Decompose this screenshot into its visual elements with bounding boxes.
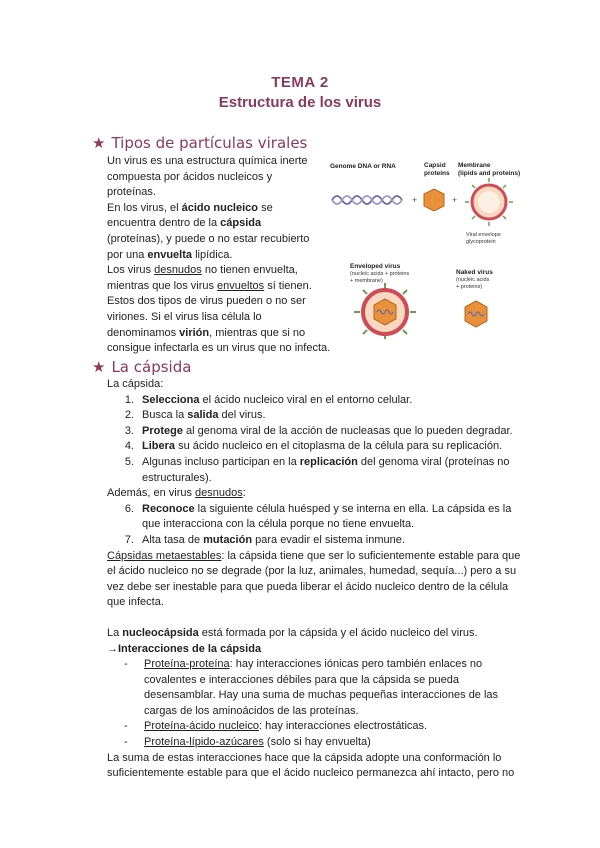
- paragraph-line: [107, 326, 337, 342]
- text-span: del genoma viral (proteínas no: [357, 455, 510, 468]
- list-item-line: [142, 424, 527, 440]
- plus-sign-2: +: [452, 195, 458, 205]
- text-span: La cápsida:: [107, 378, 164, 390]
- text-span: suficientemente estable para que el ácido nucleico permanezca ahí intacto, pero no: [107, 767, 515, 780]
- text-span: En los virus, el: [107, 201, 182, 214]
- metaestables-line: [107, 580, 527, 596]
- figure-label-glyco-1: Viral envelope: [466, 232, 501, 238]
- plus-sign-1: +: [412, 195, 418, 205]
- text-span: Además, en virus: [107, 487, 196, 500]
- list-item: [118, 533, 527, 549]
- text-span: desensamblar. Hay una suma de muchas pequeñas interacciones de las: [144, 689, 499, 702]
- dash-item-line: [144, 688, 527, 704]
- metaestables-line: [107, 595, 527, 611]
- text-span: viriones. Si el virus lisa célula lo: [107, 310, 262, 323]
- page-subtitle: Estructura de los virus: [218, 94, 382, 111]
- enveloped-virus-icon: [354, 283, 416, 339]
- bold-term: →Interacciones de la cápsida: [107, 642, 262, 655]
- text-span: para evadir el sistema inmune.: [252, 533, 405, 546]
- tema-title: TEMA 2: [271, 74, 329, 91]
- text-span: proteínas.: [107, 186, 156, 199]
- dash-item-line: [144, 735, 527, 751]
- text-span: el ácido nucleico viral en el entorno celular.: [199, 393, 413, 406]
- list-number: 4.: [124, 440, 134, 453]
- section1-body: [107, 154, 337, 357]
- text-span: : hay interacciones electrostáticas.: [258, 720, 428, 733]
- dash-item-line: [144, 657, 527, 673]
- dash-bullet: -: [124, 658, 128, 671]
- underlined-term: Proteína-proteína: [144, 658, 230, 671]
- figure-label-membrane-2: (lipids and proteins): [458, 170, 521, 177]
- dash-list-item: [107, 657, 527, 719]
- text-span: la siguiente célula huésped y se interna en ella. La cápsida es la: [194, 502, 512, 515]
- text-span: sí tienen.: [264, 279, 312, 292]
- paragraph-line: [107, 310, 337, 326]
- underlined-term: Proteína-ácido nucleico: [144, 720, 259, 733]
- dna-helix-icon: [332, 196, 402, 204]
- membrane-icon: [465, 178, 513, 226]
- figure-label-membrane-1: Membrane: [458, 162, 491, 169]
- figure-label-naked-2: (nucleic acids: [456, 277, 490, 283]
- bold-term: mutación: [203, 533, 253, 546]
- figure-label-naked-1: Naked virus: [456, 269, 493, 276]
- paragraph-line: [107, 216, 337, 232]
- dash-list-item: [107, 735, 527, 751]
- list-item-line: [142, 533, 527, 549]
- list-item-line: [142, 439, 527, 455]
- text-span: La: [107, 626, 123, 639]
- bold-term: replicación: [299, 455, 358, 468]
- underlined-term: desnudos: [195, 487, 243, 500]
- text-span: del virus.: [218, 409, 266, 422]
- underlined-term: desnudos: [154, 264, 202, 277]
- text-span: consigue infectarla es un virus que no infecta.: [107, 342, 331, 355]
- bold-term: salida: [187, 409, 219, 422]
- text-span: , mientras que si no: [209, 326, 306, 339]
- text-span: por una: [107, 248, 148, 261]
- text-span: el ácido nucleico no se degrade (por la luz, animales, humedad, sequía...) pero a su: [107, 565, 517, 578]
- text-span: lipídica.: [192, 248, 233, 261]
- paragraph-line: [107, 185, 337, 201]
- text-span: Algunas incluso participan en la: [142, 455, 300, 468]
- ademas-line: [107, 486, 527, 502]
- interacciones-heading: [107, 642, 527, 658]
- bold-term: Reconoce: [142, 502, 195, 515]
- bold-term: Protege: [142, 424, 183, 437]
- dash-item-line: [144, 719, 527, 735]
- list-number: 5.: [124, 455, 134, 468]
- list-item: [118, 424, 527, 440]
- list-number: 6.: [124, 502, 134, 515]
- list-item-line: [142, 455, 527, 471]
- text-span: que infecta.: [107, 596, 164, 609]
- text-span: está formada por la cápsida y el ácido nucleico del virus.: [198, 626, 478, 639]
- section-heading-text: Tipos de partículas virales: [111, 134, 308, 152]
- text-span: (solo si hay envuelta): [263, 736, 371, 749]
- figure-label-enveloped-3: + membrane): [350, 278, 383, 284]
- figure-label-capsid-1: Capsid: [424, 162, 446, 169]
- paragraph-line: [107, 232, 337, 248]
- list-item-line: [142, 471, 527, 487]
- text-span: encuentra dentro de la: [107, 217, 221, 230]
- section-heading-capsida: [92, 358, 191, 376]
- dash-item-line: [144, 673, 527, 689]
- intro-line: [107, 377, 527, 393]
- star-icon: ★: [92, 134, 106, 152]
- text-span: Un virus es una estructura química inerte: [107, 155, 308, 167]
- text-span: vez debe ser inestable para que pueda liberar el ácido nucleico dentro de la célula: [107, 580, 509, 593]
- text-span: (proteínas), y puede o no estar recubierto: [107, 232, 310, 245]
- underlined-term: Cápsidas metaestables: [107, 549, 222, 562]
- section-heading-tipos: [92, 134, 307, 152]
- spacer: [107, 611, 527, 626]
- paragraph-line: [107, 170, 337, 186]
- text-span: Alta tasa de: [142, 533, 204, 546]
- text-span: compuesta por ácidos nucleicos y: [107, 170, 273, 183]
- nucleocapsida-line: [107, 626, 527, 642]
- naked-virus-icon: [465, 301, 487, 327]
- final-paragraph-line: [107, 766, 527, 782]
- list-item-line: [142, 502, 527, 518]
- figure-label-enveloped-1: Enveloped virus: [350, 263, 401, 270]
- text-span: que interacciona con la célula porque no tiene envuelta.: [142, 518, 415, 531]
- text-span: covalentes e interacciones débiles para que la cápsida se pueda: [144, 673, 459, 686]
- figure-label-genome: Genome DNA or RNA: [330, 163, 396, 170]
- list-item: [118, 408, 527, 424]
- paragraph-line: [107, 279, 337, 295]
- list-item-line: [142, 393, 527, 409]
- text-span: denominamos: [107, 326, 180, 339]
- bold-term: cápsida: [220, 217, 262, 230]
- bold-term: Libera: [142, 440, 176, 453]
- bold-term: virión: [179, 326, 210, 339]
- dash-item-line: [144, 704, 527, 720]
- paragraph-line: [107, 341, 337, 357]
- figure-label-capsid-2: proteins: [424, 170, 450, 177]
- bold-term: nucleocápsida: [122, 626, 199, 639]
- metaestables-line: [107, 549, 527, 565]
- text-span: se: [258, 201, 273, 214]
- text-span: Estos dos tipos de virus pueden o no ser: [107, 295, 306, 308]
- section-heading-text: La cápsida: [111, 358, 192, 376]
- list-item: [118, 455, 527, 486]
- underlined-term: envueltos: [217, 279, 265, 292]
- list-item-line: [142, 408, 527, 424]
- virus-structure-figure: [328, 156, 528, 340]
- list-number: 3.: [124, 424, 134, 437]
- paragraph-line: [107, 201, 337, 217]
- list-item: [118, 502, 527, 533]
- text-span: La suma de estas interacciones hace que la cápsida adopte una conformación lo: [107, 751, 502, 764]
- text-span: su ácido nucleico en el citoplasma de la célula para su replicación.: [175, 440, 503, 453]
- final-paragraph-line: [107, 751, 527, 767]
- text-span: al genoma viral de la acción de nucleasas que lo pueden degradar.: [182, 424, 513, 437]
- text-span: mientras que los virus: [107, 279, 218, 292]
- paragraph-line: [107, 248, 337, 264]
- text-span: :: [242, 487, 246, 500]
- capsid-icon: [424, 189, 444, 211]
- text-span: cargas de los aminoácidos de las proteínas.: [144, 704, 359, 717]
- list-number: 2.: [124, 409, 134, 422]
- list-item: [118, 393, 527, 409]
- text-span: estructurales).: [142, 471, 212, 484]
- list-item-line: [142, 517, 527, 533]
- dash-bullet: -: [124, 736, 128, 749]
- dash-list-item: [107, 719, 527, 735]
- figure-label-enveloped-2: (nucleic acids + proteins: [350, 271, 410, 277]
- bold-term: Selecciona: [142, 393, 200, 406]
- list-number: 7.: [124, 533, 134, 546]
- text-span: : hay interacciones iónicas pero también enlaces no: [229, 658, 483, 671]
- text-span: Busca la: [142, 409, 188, 422]
- text-span: no tienen envuelta,: [201, 264, 298, 277]
- dash-bullet: -: [124, 720, 128, 733]
- bold-term: envuelta: [147, 248, 193, 261]
- text-span: : la cápsida tiene que ser lo suficientemente estable para que: [221, 549, 521, 562]
- section2-body: [107, 377, 527, 782]
- list-item: [118, 439, 527, 455]
- paragraph-line: [107, 154, 337, 170]
- figure-label-glyco-2: glycoprotein: [466, 239, 496, 245]
- underlined-term: Proteína-lípido-azúcares: [144, 736, 264, 749]
- paragraph-line: [107, 263, 337, 279]
- metaestables-line: [107, 564, 527, 580]
- figure-label-naked-3: + proteins): [456, 284, 483, 290]
- paragraph-line: [107, 294, 337, 310]
- list-number: 1.: [124, 393, 134, 406]
- star-icon: ★: [92, 358, 106, 376]
- text-span: Los virus: [107, 264, 155, 277]
- bold-term: ácido nucleico: [181, 201, 259, 214]
